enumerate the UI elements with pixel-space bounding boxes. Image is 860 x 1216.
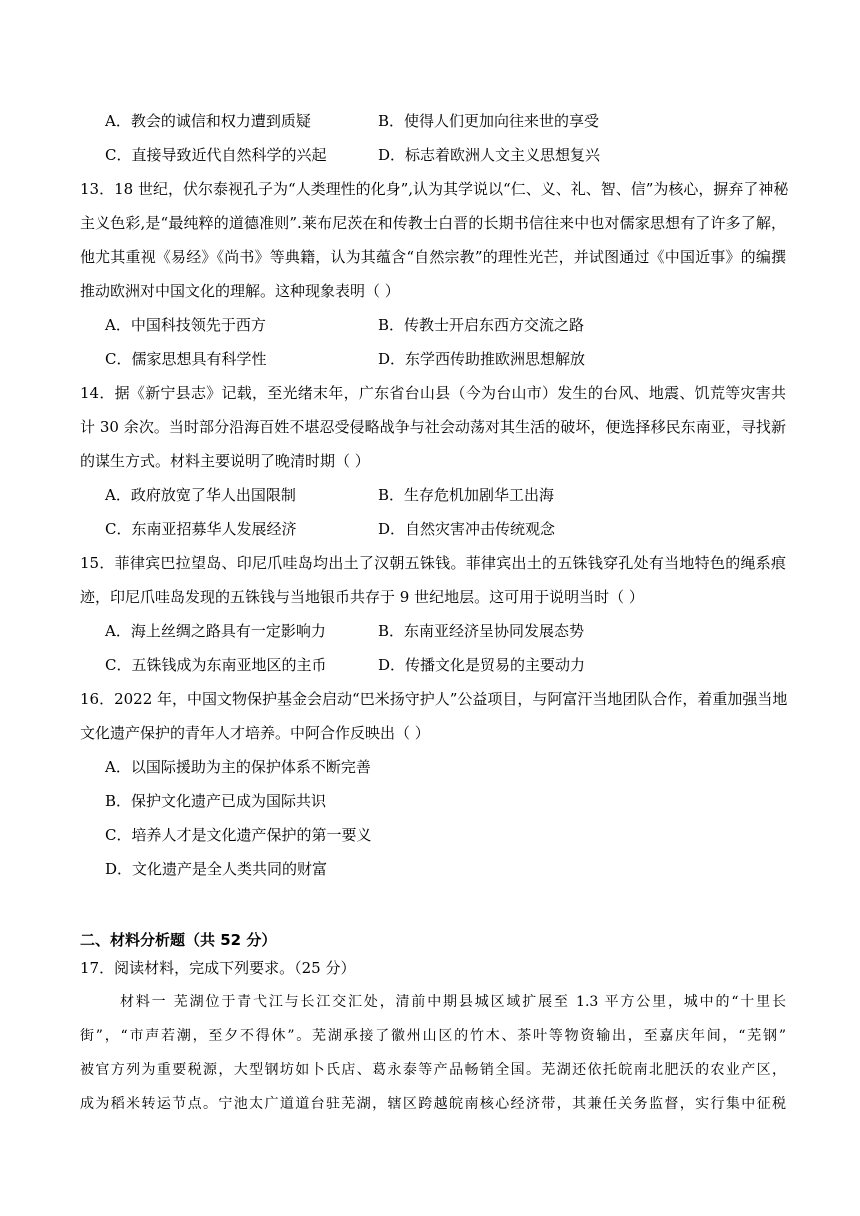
q14-stem-line: 的谋生方式。材料主要说明了晚清时期（ ） bbox=[80, 452, 370, 470]
q12-option-a: A．教会的诚信和权力遭到质疑 bbox=[105, 112, 311, 130]
q17-material-line: 被官方列为重要税源，大型钢坊如卜氏店、葛永泰等产品畅销全国。芜湖还依托皖南北肥沃的农业产区， bbox=[80, 1062, 786, 1078]
q16-stem-line: 16．2022 年，中国文物保护基金会启动“巴米扬守护人”公益项目，与阿富汗当地团队合作，着重加强当地 bbox=[80, 690, 788, 708]
q15-option-b: B．东南亚经济呈协同发展态势 bbox=[378, 622, 585, 640]
q13-stem-line: 13．18 世纪，伏尔泰视孔子为“人类理性的化身”,认为其学说以“仁、义、礼、智、信”为核心，摒弃了神秘 bbox=[80, 180, 789, 198]
q13-option-c: C．儒家思想具有科学性 bbox=[105, 350, 267, 368]
q13-option-b: B．传教士开启东西方交流之路 bbox=[378, 316, 585, 334]
q12-option-c: C．直接导致近代自然科学的兴起 bbox=[105, 146, 327, 164]
q14-option-b: B．生存危机加剧华工出海 bbox=[378, 486, 555, 504]
q12-option-b: B．使得人们更加向往来世的享受 bbox=[378, 112, 600, 130]
q17-material-line: 材料一 芜湖位于青弋江与长江交汇处，清前中期县城区域扩展至 1.3 平方公里，城中的“十里长 bbox=[120, 994, 786, 1010]
q15-stem-line: 迹，印尼爪哇岛发现的五铢钱与当地银币共存于 9 世纪地层。这可用于说明当时（ ） bbox=[80, 588, 644, 606]
q17-material-line: 街”，“市声若潮，至夕不得休”。芜湖承接了徽州山区的竹木、茶叶等物资输出，至嘉庆年间，“芜钢” bbox=[80, 1028, 786, 1044]
q13-stem-line: 他尤其重视《易经》《尚书》等典籍，认为其蕴含“自然宗教”的理性光芒，并试图通过《中国近事》的编撰 bbox=[80, 248, 786, 266]
q16-stem-line: 文化遗产保护的青年人才培养。中阿合作反映出（ ） bbox=[80, 724, 430, 742]
q15-stem-line: 15．菲律宾巴拉望岛、印尼爪哇岛均出土了汉朝五铢钱。菲律宾出土的五铢钱穿孔处有当地特色的绳系痕 bbox=[80, 554, 786, 572]
q16-option-c: C．培养人才是文化遗产保护的第一要义 bbox=[105, 826, 372, 844]
q13-stem-line: 主义色彩,是“最纯粹的道德准则”.莱布尼茨在和传教士白晋的长期书信往来中也对儒家思想有了许多了解， bbox=[80, 214, 786, 232]
q16-option-d: D．文化遗产是全人类共同的财富 bbox=[105, 860, 328, 878]
q17-material-line: 成为稻米转运节点。宁池太广道道台驻芜湖，辖区跨越皖南核心经济带，其兼任关务监督，实行集中征税 bbox=[80, 1096, 786, 1112]
q16-option-b: B．保护文化遗产已成为国际共识 bbox=[105, 792, 327, 810]
q15-option-d: D．传播文化是贸易的主要动力 bbox=[378, 656, 586, 674]
q15-option-c: C．五铢钱成为东南亚地区的主币 bbox=[105, 656, 327, 674]
q13-option-d: D．东学西传助推欧洲思想解放 bbox=[378, 350, 586, 368]
q12-option-d: D．标志着欧洲人文主义思想复兴 bbox=[378, 146, 601, 164]
q14-stem-line: 计 30 余次。当时部分沿海百姓不堪忍受侵略战争与社会动荡对其生活的破坏，便选择移民东南亚，寻找新 bbox=[80, 418, 786, 436]
q14-stem-line: 14．据《新宁县志》记载，至光绪末年，广东省台山县（今为台山市）发生的台风、地震、饥荒等灾害共 bbox=[80, 384, 786, 402]
q15-option-a: A．海上丝绸之路具有一定影响力 bbox=[105, 622, 326, 640]
q13-stem-line: 推动欧洲对中国文化的理解。这种现象表明（ ） bbox=[80, 282, 400, 300]
q14-option-a: A．政府放宽了华人出国限制 bbox=[105, 486, 296, 504]
q13-option-a: A．中国科技领先于西方 bbox=[105, 316, 266, 334]
q14-option-d: D．自然灾害冲击传统观念 bbox=[378, 520, 556, 538]
section-title: 二、材料分析题（共 52 分） bbox=[80, 931, 277, 949]
q16-option-a: A．以国际援助为主的保护体系不断完善 bbox=[105, 758, 371, 776]
q17-stem: 17．阅读材料，完成下列要求。（25 分） bbox=[80, 959, 356, 977]
q14-option-c: C．东南亚招募华人发展经济 bbox=[105, 520, 297, 538]
